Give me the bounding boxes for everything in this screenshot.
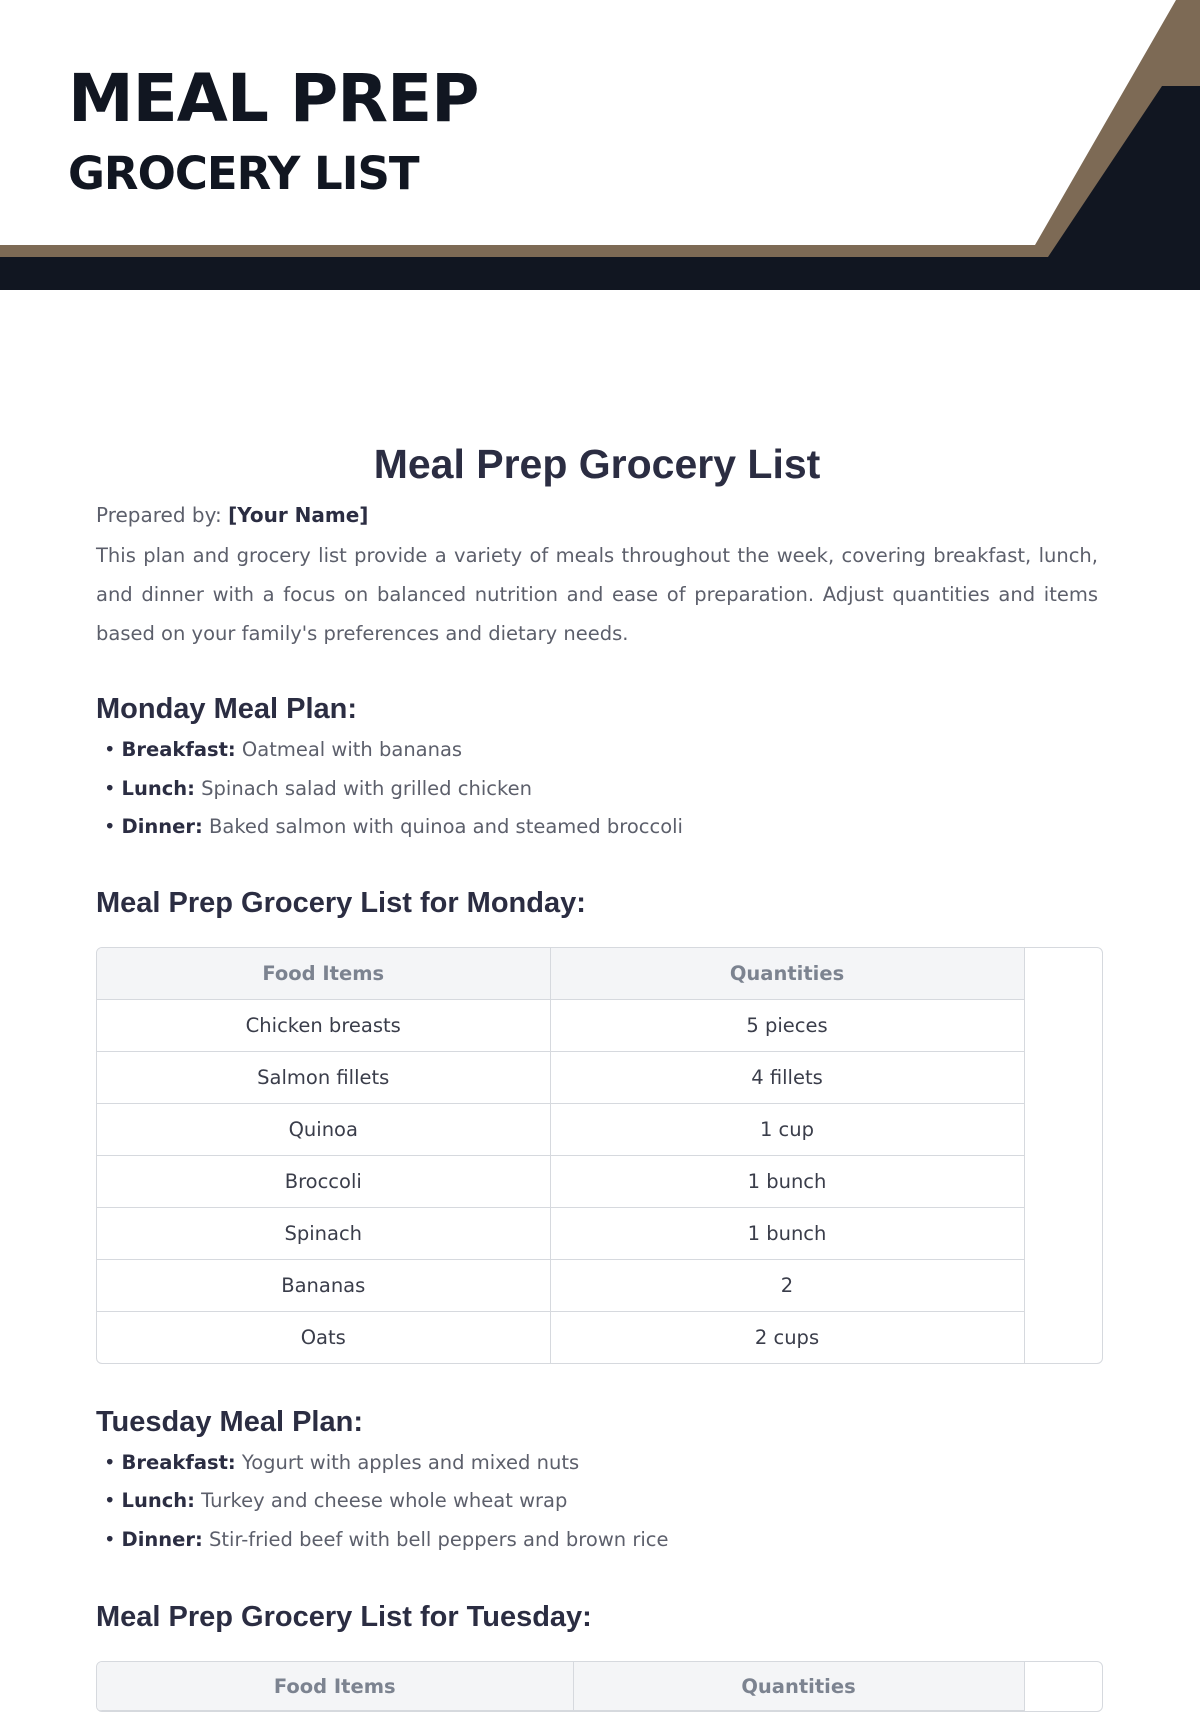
banner-title: MEAL PREP xyxy=(68,60,479,137)
tuesday-meal-list xyxy=(104,1444,1098,1560)
meal-label: Breakfast: xyxy=(121,1450,236,1474)
table-row xyxy=(97,1311,1024,1363)
food-item-cell: Quinoa xyxy=(97,1103,550,1155)
prepared-by-name: [Your Name] xyxy=(228,503,369,527)
bullet-icon: • xyxy=(104,1527,116,1551)
document-title: Meal Prep Grocery List xyxy=(373,441,821,487)
meal-text: Turkey and cheese whole wheat wrap xyxy=(201,1489,568,1512)
monday-meal-list xyxy=(104,731,1098,847)
column-header-food-items: Food Items xyxy=(97,948,550,1000)
monday-grocery-table xyxy=(97,948,1025,1363)
column-header-quantities: Quantities xyxy=(573,1662,1024,1711)
monday-plan-heading: Monday Meal Plan: xyxy=(96,693,358,725)
banner-graphic xyxy=(0,0,1200,290)
bullet-icon: • xyxy=(104,776,116,800)
meal-text: Stir-fried beef with bell peppers and brown rice xyxy=(209,1527,669,1551)
intro-paragraph: This plan and grocery list provide a variety of meals throughout the week, covering breakfast, lunch, and dinner with a focus on balanced nutrition and ease of preparation. Adjust quantities and items based on your family's preferences and dietary needs. xyxy=(96,544,1098,645)
food-item-cell: Broccoli xyxy=(97,1155,550,1207)
meal-text: Oatmeal with bananas xyxy=(241,738,463,761)
tuesday-grocery-table-frame xyxy=(96,1661,1103,1712)
food-item-cell: Chicken breasts xyxy=(97,999,550,1051)
quantity-cell: 1 bunch xyxy=(550,1207,1024,1259)
bullet-icon: • xyxy=(104,1450,116,1474)
monday-list-heading: Meal Prep Grocery List for Monday: xyxy=(96,886,586,919)
list-item xyxy=(104,1444,1098,1483)
quantity-cell: 4 fillets xyxy=(550,1051,1024,1103)
monday-grocery-table-frame xyxy=(96,947,1103,1364)
document-body xyxy=(96,440,1098,1712)
bullet-icon: • xyxy=(104,815,116,838)
header-banner xyxy=(0,0,1200,290)
table-row xyxy=(97,1207,1024,1259)
table-row xyxy=(97,1155,1024,1207)
meal-label: Dinner: xyxy=(121,1527,203,1551)
food-item-cell: Salmon fillets xyxy=(97,1051,550,1103)
banner-subtitle: GROCERY LIST xyxy=(68,147,419,200)
meal-label: Breakfast: xyxy=(121,738,236,761)
quantity-cell: 1 bunch xyxy=(550,1155,1024,1207)
column-header-quantities: Quantities xyxy=(550,948,1024,1000)
table-row xyxy=(97,1103,1024,1155)
prepared-by-label: Prepared by: xyxy=(96,503,222,527)
quantity-cell: 2 cups xyxy=(550,1311,1024,1363)
food-item-cell: Bananas xyxy=(97,1259,550,1311)
meal-label: Lunch: xyxy=(121,1489,195,1512)
list-item xyxy=(104,731,1098,770)
list-item xyxy=(104,770,1098,809)
meal-text: Yogurt with apples and mixed nuts xyxy=(241,1450,580,1474)
quantity-cell: 2 xyxy=(550,1259,1024,1311)
tuesday-plan-heading: Tuesday Meal Plan: xyxy=(96,1405,363,1438)
bullet-icon: • xyxy=(104,738,116,761)
food-item-cell: Spinach xyxy=(97,1207,550,1259)
meal-text: Spinach salad with grilled chicken xyxy=(201,776,532,800)
column-header-food-items: Food Items xyxy=(97,1662,573,1711)
prepared-by xyxy=(96,500,1098,530)
table-row xyxy=(97,999,1024,1051)
list-item xyxy=(104,808,1098,847)
tuesday-grocery-table xyxy=(97,1662,1025,1711)
list-item xyxy=(104,1482,1098,1521)
table-row xyxy=(97,1051,1024,1103)
food-item-cell: Oats xyxy=(97,1311,550,1363)
table-header-row xyxy=(97,1662,1024,1711)
meal-label: Dinner: xyxy=(121,815,203,838)
meal-label: Lunch: xyxy=(121,776,195,800)
table-row xyxy=(97,1259,1024,1311)
quantity-cell: 5 pieces xyxy=(550,999,1024,1051)
quantity-cell: 1 cup xyxy=(550,1103,1024,1155)
tuesday-list-heading: Meal Prep Grocery List for Tuesday: xyxy=(96,1601,592,1633)
meal-text: Baked salmon with quinoa and steamed broccoli xyxy=(209,815,683,838)
bullet-icon: • xyxy=(104,1489,116,1512)
list-item xyxy=(104,1521,1098,1560)
table-header-row xyxy=(97,948,1024,1000)
